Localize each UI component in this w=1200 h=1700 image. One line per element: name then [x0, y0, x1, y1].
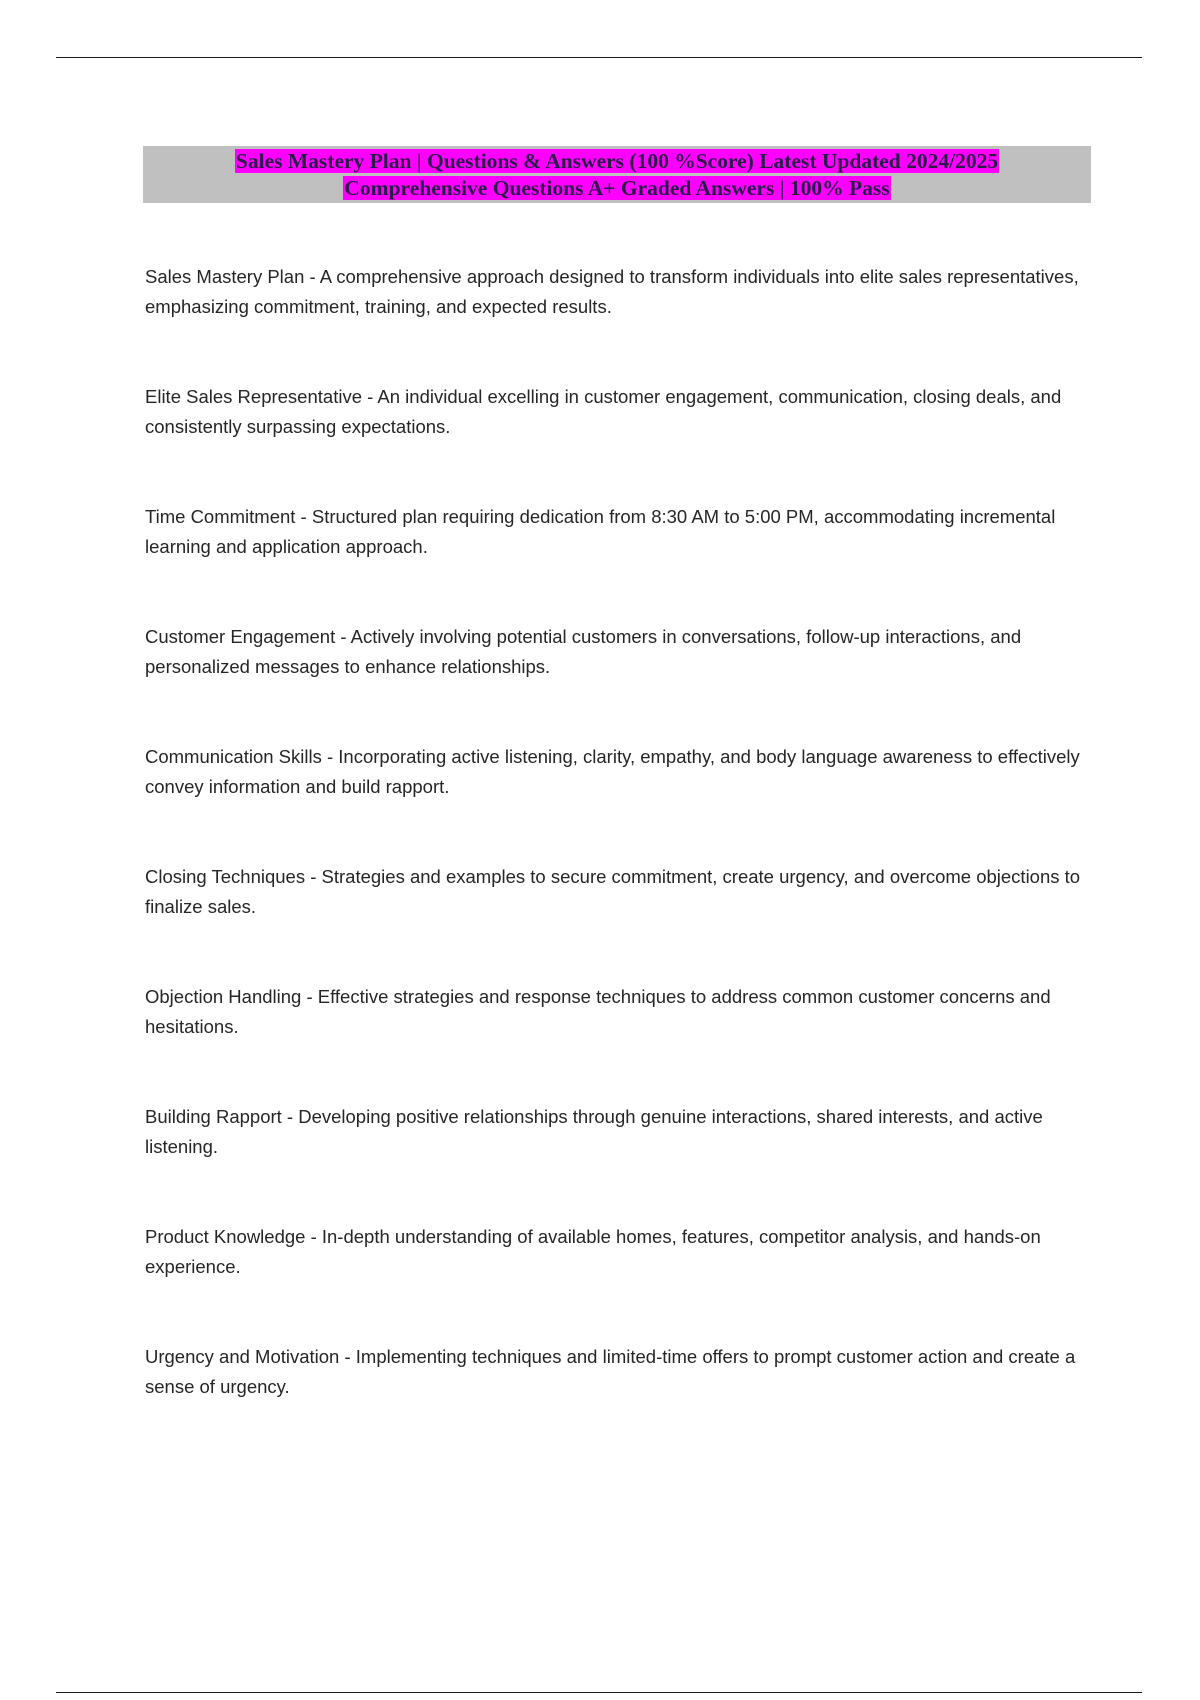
qa-entry: Sales Mastery Plan - A comprehensive approach designed to transform individuals into elite sales representatives, emphasizing commitment, training, and expected results.: [145, 266, 1079, 317]
top-rule: [56, 57, 1142, 58]
bottom-rule: [56, 1692, 1142, 1693]
qa-entry: Building Rapport - Developing positive relationships through genuine interactions, shared interests, and active listening.: [145, 1106, 1043, 1157]
qa-entry-list: [145, 262, 1090, 1462]
qa-entry: Customer Engagement - Actively involving potential customers in conversations, follow-up interactions, and personalized messages to enhance relationships.: [145, 626, 1022, 677]
qa-entry: Elite Sales Representative - An individual excelling in customer engagement, communication, closing deals, and consistently surpassing expectations.: [145, 386, 1062, 437]
title-line-1: Sales Mastery Plan | Questions & Answers (100 %Score) Latest Updated 2024/2025: [235, 149, 999, 173]
qa-entry: Urgency and Motivation - Implementing techniques and limited-time offers to prompt customer action and create a sense of urgency.: [145, 1346, 1076, 1397]
qa-entry: Objection Handling - Effective strategies and response techniques to address common customer concerns and hesitations.: [145, 986, 1051, 1037]
qa-entry: Closing Techniques - Strategies and examples to secure commitment, create urgency, and overcome objections to finalize sales.: [145, 866, 1081, 917]
qa-entry: Communication Skills - Incorporating active listening, clarity, empathy, and body language awareness to effectively convey information and build rapport.: [145, 746, 1080, 797]
document-title: [143, 146, 1091, 203]
title-line-2: Comprehensive Questions A+ Graded Answers | 100% Pass: [344, 176, 890, 200]
qa-entry: Time Commitment - Structured plan requiring dedication from 8:30 AM to 5:00 PM, accommodating incremental learning and application approach.: [145, 506, 1056, 557]
qa-entry: Product Knowledge - In-depth understanding of available homes, features, competitor analysis, and hands-on experience.: [145, 1226, 1041, 1277]
